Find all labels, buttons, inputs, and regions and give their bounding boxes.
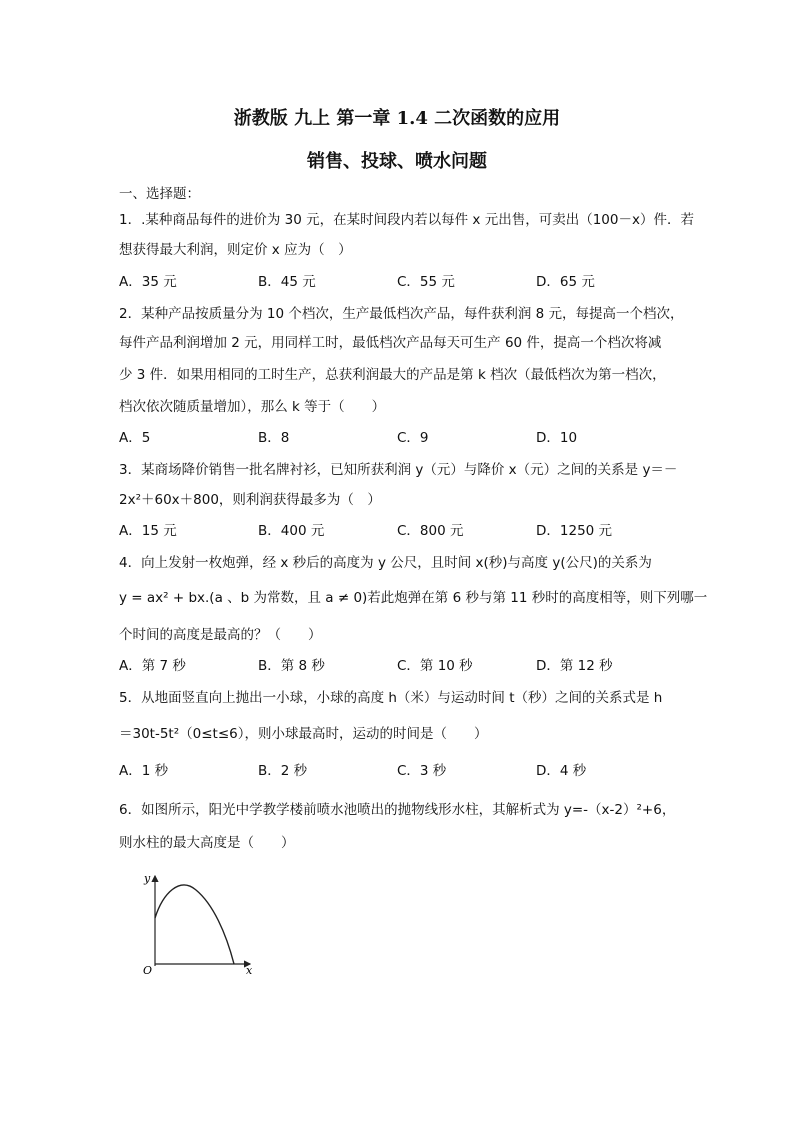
question-4-option-b: B．第 8 秒 (258, 658, 325, 674)
question-5-option-b: B．2 秒 (258, 763, 308, 779)
question-2-line-2: 每件产品利润增加 2 元，用同样工时，最低档次产品每天可生产 60 件，提高一个档次将减 (119, 335, 662, 351)
question-1-line-2: 想获得最大利润，则定价 x 应为（ ） (119, 242, 352, 258)
document-subtitle: 销售、投球、喷水问题 (307, 151, 487, 172)
question-1-option-b: B．45 元 (258, 274, 316, 290)
question-6-line-1: 6．如图所示，阳光中学教学楼前喷水池喷出的抛物线形水柱，其解析式为 y=-（x-2）²+6， (119, 802, 676, 818)
question-3-option-c: C．800 元 (397, 523, 464, 539)
question-4-option-c: C．第 10 秒 (397, 658, 473, 674)
question-3-option-b: B．400 元 (258, 523, 325, 539)
y-axis-label: y (144, 872, 151, 885)
question-1-line-1: 1．.某种商品每件的进价为 30 元，在某时间段内若以每件 x 元出售，可卖出（100－x）件．若 (119, 212, 694, 228)
question-3-line-1: 3．某商场降价销售一批名牌衬衫，已知所获利润 y（元）与降价 x（元）之间的关系是 y＝－ (119, 462, 678, 478)
question-5-option-d: D．4 秒 (536, 763, 587, 779)
question-1-option-a: A．35 元 (119, 274, 177, 290)
question-2-line-4: 档次依次随质量增加），那么 k 等于（ ） (119, 399, 386, 415)
origin-label: O (143, 964, 153, 977)
question-5-option-a: A．1 秒 (119, 763, 169, 779)
parabola-curve (155, 885, 234, 964)
question-1-option-d: D．65 元 (536, 274, 595, 290)
section-heading: 一、选择题： (119, 186, 200, 202)
question-3-option-a: A．15 元 (119, 523, 177, 539)
question-4-option-d: D．第 12 秒 (536, 658, 613, 674)
parabola-figure (138, 868, 298, 978)
question-2-option-c: C．9 (397, 430, 429, 446)
document-title: 浙教版 九上 第一章 1.4 二次函数的应用 (233, 108, 561, 129)
question-6-line-2: 则水柱的最大高度是（ ） (119, 835, 295, 851)
question-4-line-1: 4．向上发射一枚炮弹，经 x 秒后的高度为 y 公尺，且时间 x(秒)与高度 y(公尺)的关系为 (119, 555, 652, 571)
question-3-option-d: D．1250 元 (536, 523, 613, 539)
question-3-line-2: 2x²＋60x＋800，则利润获得最多为（ ） (119, 492, 381, 508)
question-4-line-3: 个时间的高度是最高的？（ ） (119, 627, 322, 643)
question-2-line-3: 少 3 件．如果用相同的工时生产，总获利润最大的产品是第 k 档次（最低档次为第一档次， (119, 367, 666, 383)
question-5-line-1: 5．从地面竖直向上抛出一小球，小球的高度 h（米）与运动时间 t（秒）之间的关系式是 h (119, 690, 663, 706)
question-4-option-a: A．第 7 秒 (119, 658, 186, 674)
question-2-option-d: D．10 (536, 430, 578, 446)
question-2-option-b: B．8 (258, 430, 290, 446)
question-2-option-a: A．5 (119, 430, 151, 446)
question-5-line-2: ＝30t-5t²（0≤t≤6），则小球最高时，运动的时间是（ ） (119, 726, 488, 742)
question-4-line-2: y = ax² + bx.(a 、b 为常数，且 a ≠ 0)若此炮弹在第 6 秒与第 11 秒时的高度相等，则下列哪一 (119, 590, 708, 606)
question-5-option-c: C．3 秒 (397, 763, 447, 779)
x-axis-label: x (246, 964, 253, 977)
question-2-line-1: 2．某种产品按质量分为 10 个档次，生产最低档次产品，每件获利润 8 元，每提高一个档次， (119, 306, 684, 322)
question-1-option-c: C．55 元 (397, 274, 455, 290)
